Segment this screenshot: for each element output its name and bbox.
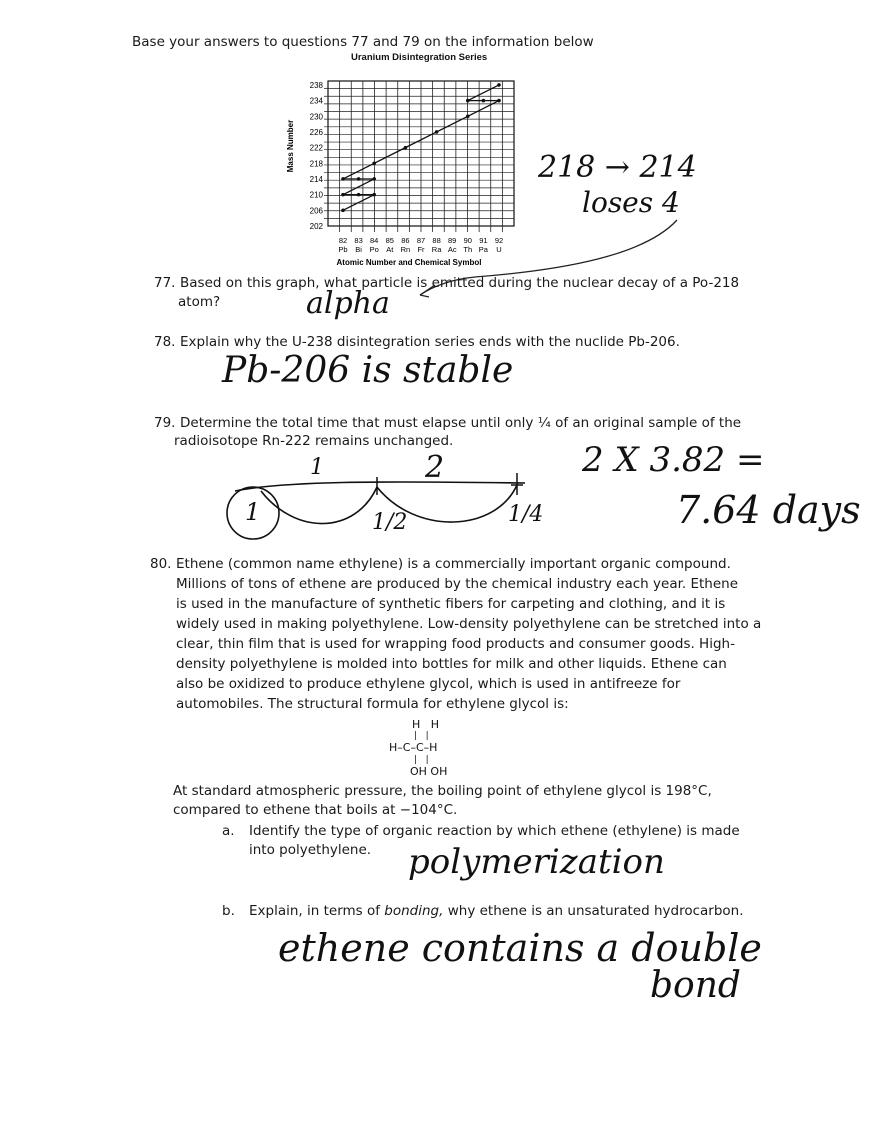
q79-quarter-label: 1/4 bbox=[508, 502, 544, 527]
y-tick-label: 218 bbox=[309, 159, 323, 169]
decay-step bbox=[343, 179, 374, 195]
x-tick-number: 83 bbox=[354, 236, 363, 245]
q80b-answer-line1: ethene contains a double bbox=[278, 926, 762, 970]
x-tick-symbol: U bbox=[496, 245, 502, 254]
note-218-214: 218 → 214 bbox=[538, 150, 697, 185]
q80-after-line-2: compared to ethene that boils at −104°C. bbox=[173, 802, 458, 818]
q80-line-5: clear, thin film that is used for wrapping food products and consumer goods. High- bbox=[176, 636, 735, 652]
q77-answer: alpha bbox=[306, 286, 390, 321]
x-tick-number: 92 bbox=[494, 236, 504, 245]
decay-step bbox=[437, 116, 468, 132]
x-tick-symbol: Ra bbox=[431, 245, 442, 254]
q80b-text bbox=[249, 903, 744, 919]
q79-work-label-1: 1 bbox=[310, 455, 324, 480]
x-tick-symbol: Pa bbox=[478, 245, 488, 254]
q80-line-7: also be oxidized to produce ethylene glycol, which is used in antifreeze for bbox=[176, 676, 681, 692]
note-loses-4: loses 4 bbox=[582, 186, 680, 219]
q80a-label: a. bbox=[222, 823, 235, 839]
q79-number: 79. bbox=[154, 415, 176, 431]
q80-number: 80. bbox=[150, 556, 172, 572]
x-tick-number: 89 bbox=[448, 236, 457, 245]
intro-text: Base your answers to questions 77 and 79 on the information below bbox=[132, 34, 594, 50]
q79-line1 bbox=[180, 415, 741, 431]
x-tick-symbol: Th bbox=[463, 245, 473, 254]
nuclide-point bbox=[404, 146, 408, 150]
formula-bonds-bottom: | | bbox=[414, 755, 429, 765]
x-tick-symbol: Fr bbox=[417, 245, 425, 254]
q79-fraction: ¼ bbox=[537, 415, 551, 431]
nuclide-point bbox=[497, 99, 501, 103]
x-tick-number: 85 bbox=[385, 236, 394, 245]
q77-line2: atom? bbox=[178, 294, 221, 310]
q79-line2: radioisotope Rn-222 remains unchanged. bbox=[174, 433, 454, 449]
q80a-line1: Identify the type of organic reaction by which ethene (ethylene) is made bbox=[249, 823, 740, 839]
x-tick-number: 90 bbox=[463, 236, 472, 245]
y-axis-label: Mass Number bbox=[286, 119, 295, 173]
nuclide-point bbox=[466, 99, 470, 103]
q80-line-2: Millions of tons of ethene are produced by the chemical industry each year. Ethene bbox=[176, 576, 739, 592]
q80b-text-italic: bonding, bbox=[384, 903, 444, 919]
q78-number: 78. bbox=[154, 334, 176, 350]
nuclide-point bbox=[372, 161, 376, 165]
x-tick-number: 87 bbox=[416, 236, 426, 245]
x-tick-symbol: Ac bbox=[447, 245, 457, 254]
nuclide-point bbox=[482, 99, 486, 103]
decay-step bbox=[343, 195, 374, 211]
q79-calc: 2 X 3.82 = bbox=[582, 440, 765, 480]
x-tick-number: 84 bbox=[370, 236, 379, 245]
q80a-line2: into polyethylene. bbox=[249, 842, 372, 858]
y-tick-labels bbox=[310, 81, 324, 231]
q79-answer: 7.64 days bbox=[676, 488, 861, 532]
q80b-text-pre: Explain, in terms of bbox=[249, 903, 380, 919]
nuclide-point bbox=[372, 193, 376, 197]
x-tick-symbol: At bbox=[386, 245, 394, 254]
x-tick-symbol: Po bbox=[369, 245, 379, 254]
q80-line-1: Ethene (common name ethylene) is a commercially important organic compound. bbox=[176, 556, 731, 572]
q78-text: Explain why the U-238 disintegration series ends with the nuclide Pb-206. bbox=[180, 334, 680, 350]
q78-answer: Pb-206 is stable bbox=[222, 350, 514, 391]
q80-line-4: widely used in making polyethylene. Low-density polyethylene can be stretched into a bbox=[176, 616, 762, 632]
x-tick-number: 88 bbox=[432, 236, 441, 245]
y-tick-label: 238 bbox=[309, 80, 323, 90]
nuclide-point bbox=[341, 193, 345, 197]
x-tick-symbol: Rn bbox=[400, 245, 411, 254]
nuclide-point bbox=[341, 209, 345, 213]
formula-bottom-oh: OH OH bbox=[410, 765, 448, 778]
y-tick-label: 202 bbox=[309, 222, 323, 231]
q79-half-label: 1/2 bbox=[372, 510, 408, 535]
q79-circle-label: 1 bbox=[245, 498, 261, 526]
y-tick-label: 214 bbox=[309, 174, 323, 184]
annotation-arrow bbox=[415, 215, 685, 305]
formula-top-h: H H bbox=[412, 718, 440, 731]
nuclide-point bbox=[357, 177, 361, 181]
q80a-answer: polymerization bbox=[408, 842, 665, 882]
x-tick-symbol: Bi bbox=[355, 245, 362, 254]
y-tick-label: 226 bbox=[309, 127, 323, 137]
q80-after-line-1: At standard atmospheric pressure, the boiling point of ethylene glycol is 198°C, bbox=[173, 783, 712, 799]
q80b-answer-line2: bond bbox=[650, 965, 741, 1006]
q80-line-8: automobiles. The structural formula for ethylene glycol is: bbox=[176, 696, 569, 712]
q79-line1-b: of an original sample of the bbox=[555, 415, 742, 431]
half-life-sketch bbox=[225, 455, 545, 550]
q80-line-6: density polyethylene is molded into bottles for milk and other liquids. Ethene can bbox=[176, 656, 727, 672]
nuclide-point bbox=[497, 83, 501, 87]
chart-title: Uranium Disintegration Series bbox=[351, 52, 488, 63]
decay-step bbox=[468, 101, 499, 117]
y-tick-label: 210 bbox=[309, 190, 323, 200]
nuclide-point bbox=[341, 177, 345, 181]
chart-grid bbox=[324, 81, 514, 232]
y-tick-label: 230 bbox=[309, 112, 323, 122]
x-tick-symbol: Pb bbox=[338, 245, 348, 254]
formula-bonds-top: | | bbox=[414, 731, 429, 741]
x-tick-number: 86 bbox=[401, 236, 410, 245]
q80-line-3: is used in the manufacture of synthetic fibers for carpeting and clothing, and it is bbox=[176, 596, 726, 612]
q79-line1-a: Determine the total time that must elapse until only bbox=[180, 415, 534, 431]
x-tick-number: 82 bbox=[338, 236, 348, 245]
nuclide-point bbox=[372, 177, 376, 181]
q79-work-label-2: 2 bbox=[425, 450, 445, 485]
nuclide-point bbox=[357, 193, 361, 197]
x-axis-label: Atomic Number and Chemical Symbol bbox=[336, 258, 482, 267]
nuclide-point bbox=[435, 130, 439, 134]
y-tick-label: 222 bbox=[309, 143, 323, 153]
x-tick-number: 91 bbox=[479, 236, 488, 245]
decay-step bbox=[468, 85, 499, 101]
nuclide-point bbox=[466, 114, 470, 118]
formula-middle: H–C–C–H bbox=[389, 741, 438, 754]
y-tick-label: 206 bbox=[309, 206, 323, 216]
q80b-label: b. bbox=[222, 903, 235, 919]
q80b-text-post: why ethene is an unsaturated hydrocarbon. bbox=[447, 903, 744, 919]
decay-step bbox=[343, 163, 374, 179]
y-tick-label: 234 bbox=[309, 96, 323, 106]
q77-number: 77. bbox=[154, 275, 176, 291]
q77-line1: Based on this graph, what particle is emitted during the nuclear decay of a Po-218 bbox=[180, 275, 740, 291]
